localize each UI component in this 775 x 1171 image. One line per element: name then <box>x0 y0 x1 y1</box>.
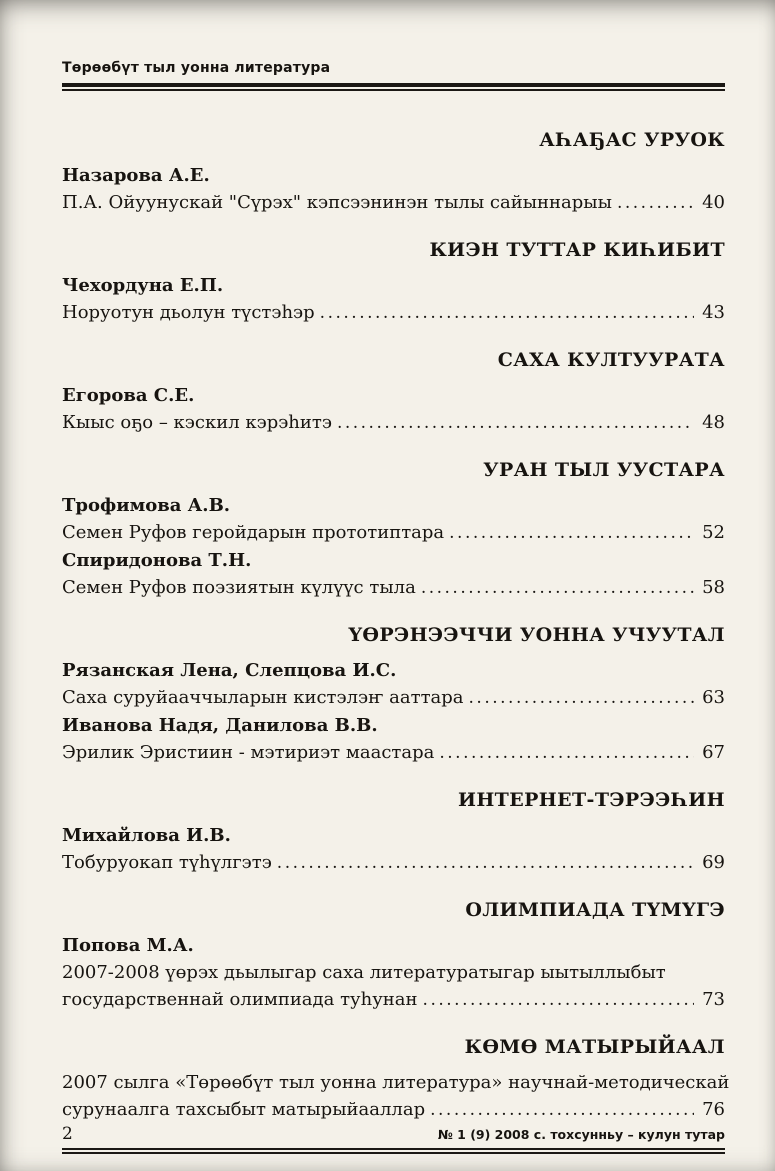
entry-title-line <box>62 409 725 437</box>
entry-title-text: Эрилик Эристиин - мэтириэт маастара <box>62 742 435 763</box>
entry-title-line <box>62 1069 730 1096</box>
dot-leader <box>617 189 694 217</box>
footer-row <box>62 1124 725 1144</box>
footer-double-rule <box>62 1148 725 1154</box>
rule-line <box>62 1152 725 1154</box>
entry-page-number: 58 <box>702 577 725 598</box>
entry-author: Егорова С.Е. <box>62 385 195 406</box>
entry-author: Трофимова А.В. <box>62 495 231 516</box>
entry-author: Рязанская Лена, Слепцова И.С. <box>62 660 397 681</box>
entry-author: Иванова Надя, Данилова В.В. <box>62 715 378 736</box>
dot-leader <box>423 986 694 1014</box>
page-number: 2 <box>62 1124 73 1144</box>
entry-author: Спиридонова Т.Н. <box>62 550 252 571</box>
entry-page-number: 52 <box>702 522 725 543</box>
entry-title-text: Семен Руфов геройдарын прототиптара <box>62 522 445 543</box>
section-heading: АҺАҔАС УРУОК <box>539 129 725 151</box>
dot-leader <box>469 684 694 712</box>
dot-leader <box>337 409 694 437</box>
entry-title-line <box>62 299 725 327</box>
section-heading: ИНТЕРНЕТ-ТЭРЭЭҺИН <box>457 789 725 811</box>
table-of-contents <box>62 115 730 1124</box>
entry-title-line <box>62 959 725 986</box>
section-heading: САХА КУЛТУУРАТА <box>497 349 725 371</box>
entry-author: Попова М.А. <box>62 935 194 956</box>
journal-title: Төрөөбүт тыл уонна литература <box>62 60 331 76</box>
section-heading: УРАН ТЫЛ УУСТАРА <box>483 459 725 481</box>
entry-title-text: Норуотун дьолун түстэһэр <box>62 302 315 323</box>
entry-author: Назарова А.Е. <box>62 165 210 186</box>
entry-page-number: 43 <box>702 302 725 323</box>
section-heading: ҮӨРЭНЭЭЧЧИ УОННА УЧУУТАЛ <box>348 624 725 646</box>
entry-title-line <box>62 574 725 602</box>
entry-page-number: 69 <box>702 852 725 873</box>
entry-page-number: 40 <box>702 192 725 213</box>
dot-leader <box>421 574 694 602</box>
entry-author: Михайлова И.В. <box>62 825 231 846</box>
page-header <box>62 60 725 91</box>
entry-title-line <box>62 849 725 877</box>
entry-title-text: Саха суруйааччыларын кистэлэҥ ааттара <box>62 687 464 708</box>
section-heading: КИЭН ТУТТАР КИҺИБИТ <box>429 239 725 261</box>
entry-title-text: Семен Руфов поэзиятын күлүүс тыла <box>62 577 416 598</box>
entry-author: Чехордуна Е.П. <box>62 275 224 296</box>
entry-title-text: государственнай олимпиада туһунан <box>62 989 418 1010</box>
entry-title-text: 2007-2008 үөрэх дьылыгар саха литературатыгар ыытыллыбыт <box>62 962 666 983</box>
page-footer <box>62 1124 725 1154</box>
section-heading: КӨМӨ МАТЫРЫЙААЛ <box>464 1036 725 1058</box>
entry-title-line <box>62 519 725 547</box>
entry-page-number: 76 <box>702 1099 725 1120</box>
entry-page-number: 67 <box>702 742 725 763</box>
entry-title-text: Тобуруокап түһүлгэтэ <box>62 852 272 873</box>
entry-title-line <box>62 189 725 217</box>
entry-title-text: 2007 сылга «Төрөөбүт тыл уонна литература» научнай-методическай <box>62 1072 730 1093</box>
entry-title-text: сурунаалга тахсыбыт матырыйааллар <box>62 1099 426 1120</box>
entry-page-number: 73 <box>702 989 725 1010</box>
entry-page-number: 63 <box>702 687 725 708</box>
issue-info: № 1 (9) 2008 с. тохсунньу – кулун тутар <box>437 1127 725 1142</box>
entry-title-text: Кыыс оҕо – кэскил кэрэһитэ <box>62 412 332 433</box>
section-heading: ОЛИМПИАДА ТҮМҮГЭ <box>465 899 725 921</box>
entry-page-number: 48 <box>702 412 725 433</box>
dot-leader <box>430 1096 694 1124</box>
rule-thin-line <box>62 89 725 91</box>
dot-leader <box>277 849 694 877</box>
dot-leader <box>439 739 694 767</box>
entry-title-text: П.А. Ойуунускай "Сүрэх" кэпсээнинэн тылы сайыннарыы <box>62 192 612 213</box>
dot-leader <box>449 519 694 547</box>
dot-leader <box>320 299 694 327</box>
entry-title-line <box>62 684 725 712</box>
entry-title-line <box>62 739 725 767</box>
entry-title-line <box>62 1096 725 1124</box>
entry-title-line <box>62 986 725 1014</box>
header-double-rule <box>62 83 725 91</box>
